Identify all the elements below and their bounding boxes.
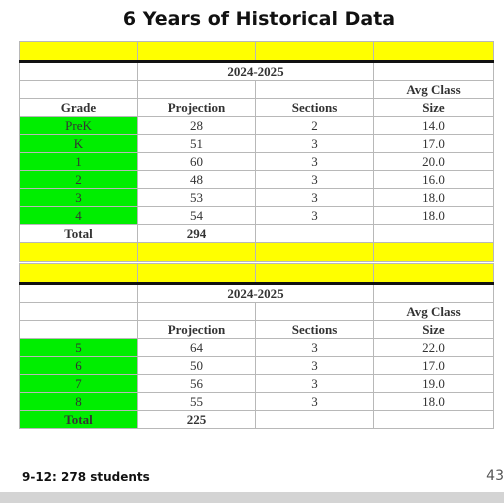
high-school-note: 9-12: 278 students (22, 470, 150, 484)
projection-cell: 53 (138, 189, 256, 207)
year-header: 2024-2025 (138, 284, 374, 303)
avg-cell: 18.0 (374, 207, 494, 225)
page-number: 43 (486, 468, 504, 484)
total-label: Total (20, 225, 138, 243)
grade-cell: PreK (20, 117, 138, 135)
slide-title: 6 Years of Historical Data (122, 8, 396, 30)
projection-header: Projection (138, 99, 256, 117)
avg-cell: 19.0 (374, 375, 494, 393)
avg-cell: 14.0 (374, 117, 494, 135)
header-row-2 (20, 99, 494, 117)
yellow-separator-row (20, 243, 494, 262)
yellow-banner-row (20, 42, 494, 62)
table-row (20, 117, 494, 135)
year-header: 2024-2025 (138, 62, 374, 81)
projection-header: Projection (138, 321, 256, 339)
avg-cell: 16.0 (374, 171, 494, 189)
avg-cell: 18.0 (374, 393, 494, 411)
avg-cell: 17.0 (374, 357, 494, 375)
total-row (20, 225, 494, 243)
avg-cell: 20.0 (374, 153, 494, 171)
grade-cell: 7 (20, 375, 138, 393)
avg-cell: 17.0 (374, 135, 494, 153)
sections-cell: 3 (256, 135, 374, 153)
year-row (20, 62, 494, 81)
header-row-2 (20, 321, 494, 339)
sections-cell: 3 (256, 375, 374, 393)
total-value: 225 (138, 411, 256, 429)
grade-cell: 3 (20, 189, 138, 207)
projection-cell: 55 (138, 393, 256, 411)
table-row (20, 135, 494, 153)
table-row (20, 189, 494, 207)
grade-cell: 4 (20, 207, 138, 225)
sections-cell: 3 (256, 153, 374, 171)
total-value: 294 (138, 225, 256, 243)
grade-cell: 5 (20, 339, 138, 357)
projection-cell: 51 (138, 135, 256, 153)
year-row (20, 284, 494, 303)
grade-cell: 8 (20, 393, 138, 411)
table-row (20, 375, 494, 393)
grade-header: Grade (20, 99, 138, 117)
projection-cell: 48 (138, 171, 256, 189)
grade-cell: 1 (20, 153, 138, 171)
table-row (20, 153, 494, 171)
header-row-1 (20, 81, 494, 99)
table-row (20, 207, 494, 225)
sections-cell: 3 (256, 189, 374, 207)
sections-cell: 3 (256, 393, 374, 411)
yellow-banner-row (20, 264, 494, 284)
middle-school-table (19, 263, 494, 429)
projection-cell: 28 (138, 117, 256, 135)
grade-cell: 2 (20, 171, 138, 189)
avg-class-header: Avg Class (374, 81, 494, 99)
sections-header: Sections (256, 99, 374, 117)
avg-class-header: Avg Class (374, 303, 494, 321)
header-row-1 (20, 303, 494, 321)
projection-cell: 50 (138, 357, 256, 375)
size-header: Size (374, 321, 494, 339)
table-row (20, 357, 494, 375)
grade-cell: K (20, 135, 138, 153)
grade-cell: 6 (20, 357, 138, 375)
elementary-table (19, 41, 494, 262)
projection-cell: 56 (138, 375, 256, 393)
size-header: Size (374, 99, 494, 117)
sections-header: Sections (256, 321, 374, 339)
table-row (20, 393, 494, 411)
projection-cell: 60 (138, 153, 256, 171)
total-label: Total (20, 411, 138, 429)
total-row (20, 411, 494, 429)
sections-cell: 2 (256, 117, 374, 135)
sections-cell: 3 (256, 339, 374, 357)
sections-cell: 3 (256, 207, 374, 225)
table-row (20, 171, 494, 189)
avg-cell: 18.0 (374, 189, 494, 207)
table-row (20, 339, 494, 357)
sections-cell: 3 (256, 357, 374, 375)
projection-cell: 54 (138, 207, 256, 225)
projection-cell: 64 (138, 339, 256, 357)
sections-cell: 3 (256, 171, 374, 189)
avg-cell: 22.0 (374, 339, 494, 357)
